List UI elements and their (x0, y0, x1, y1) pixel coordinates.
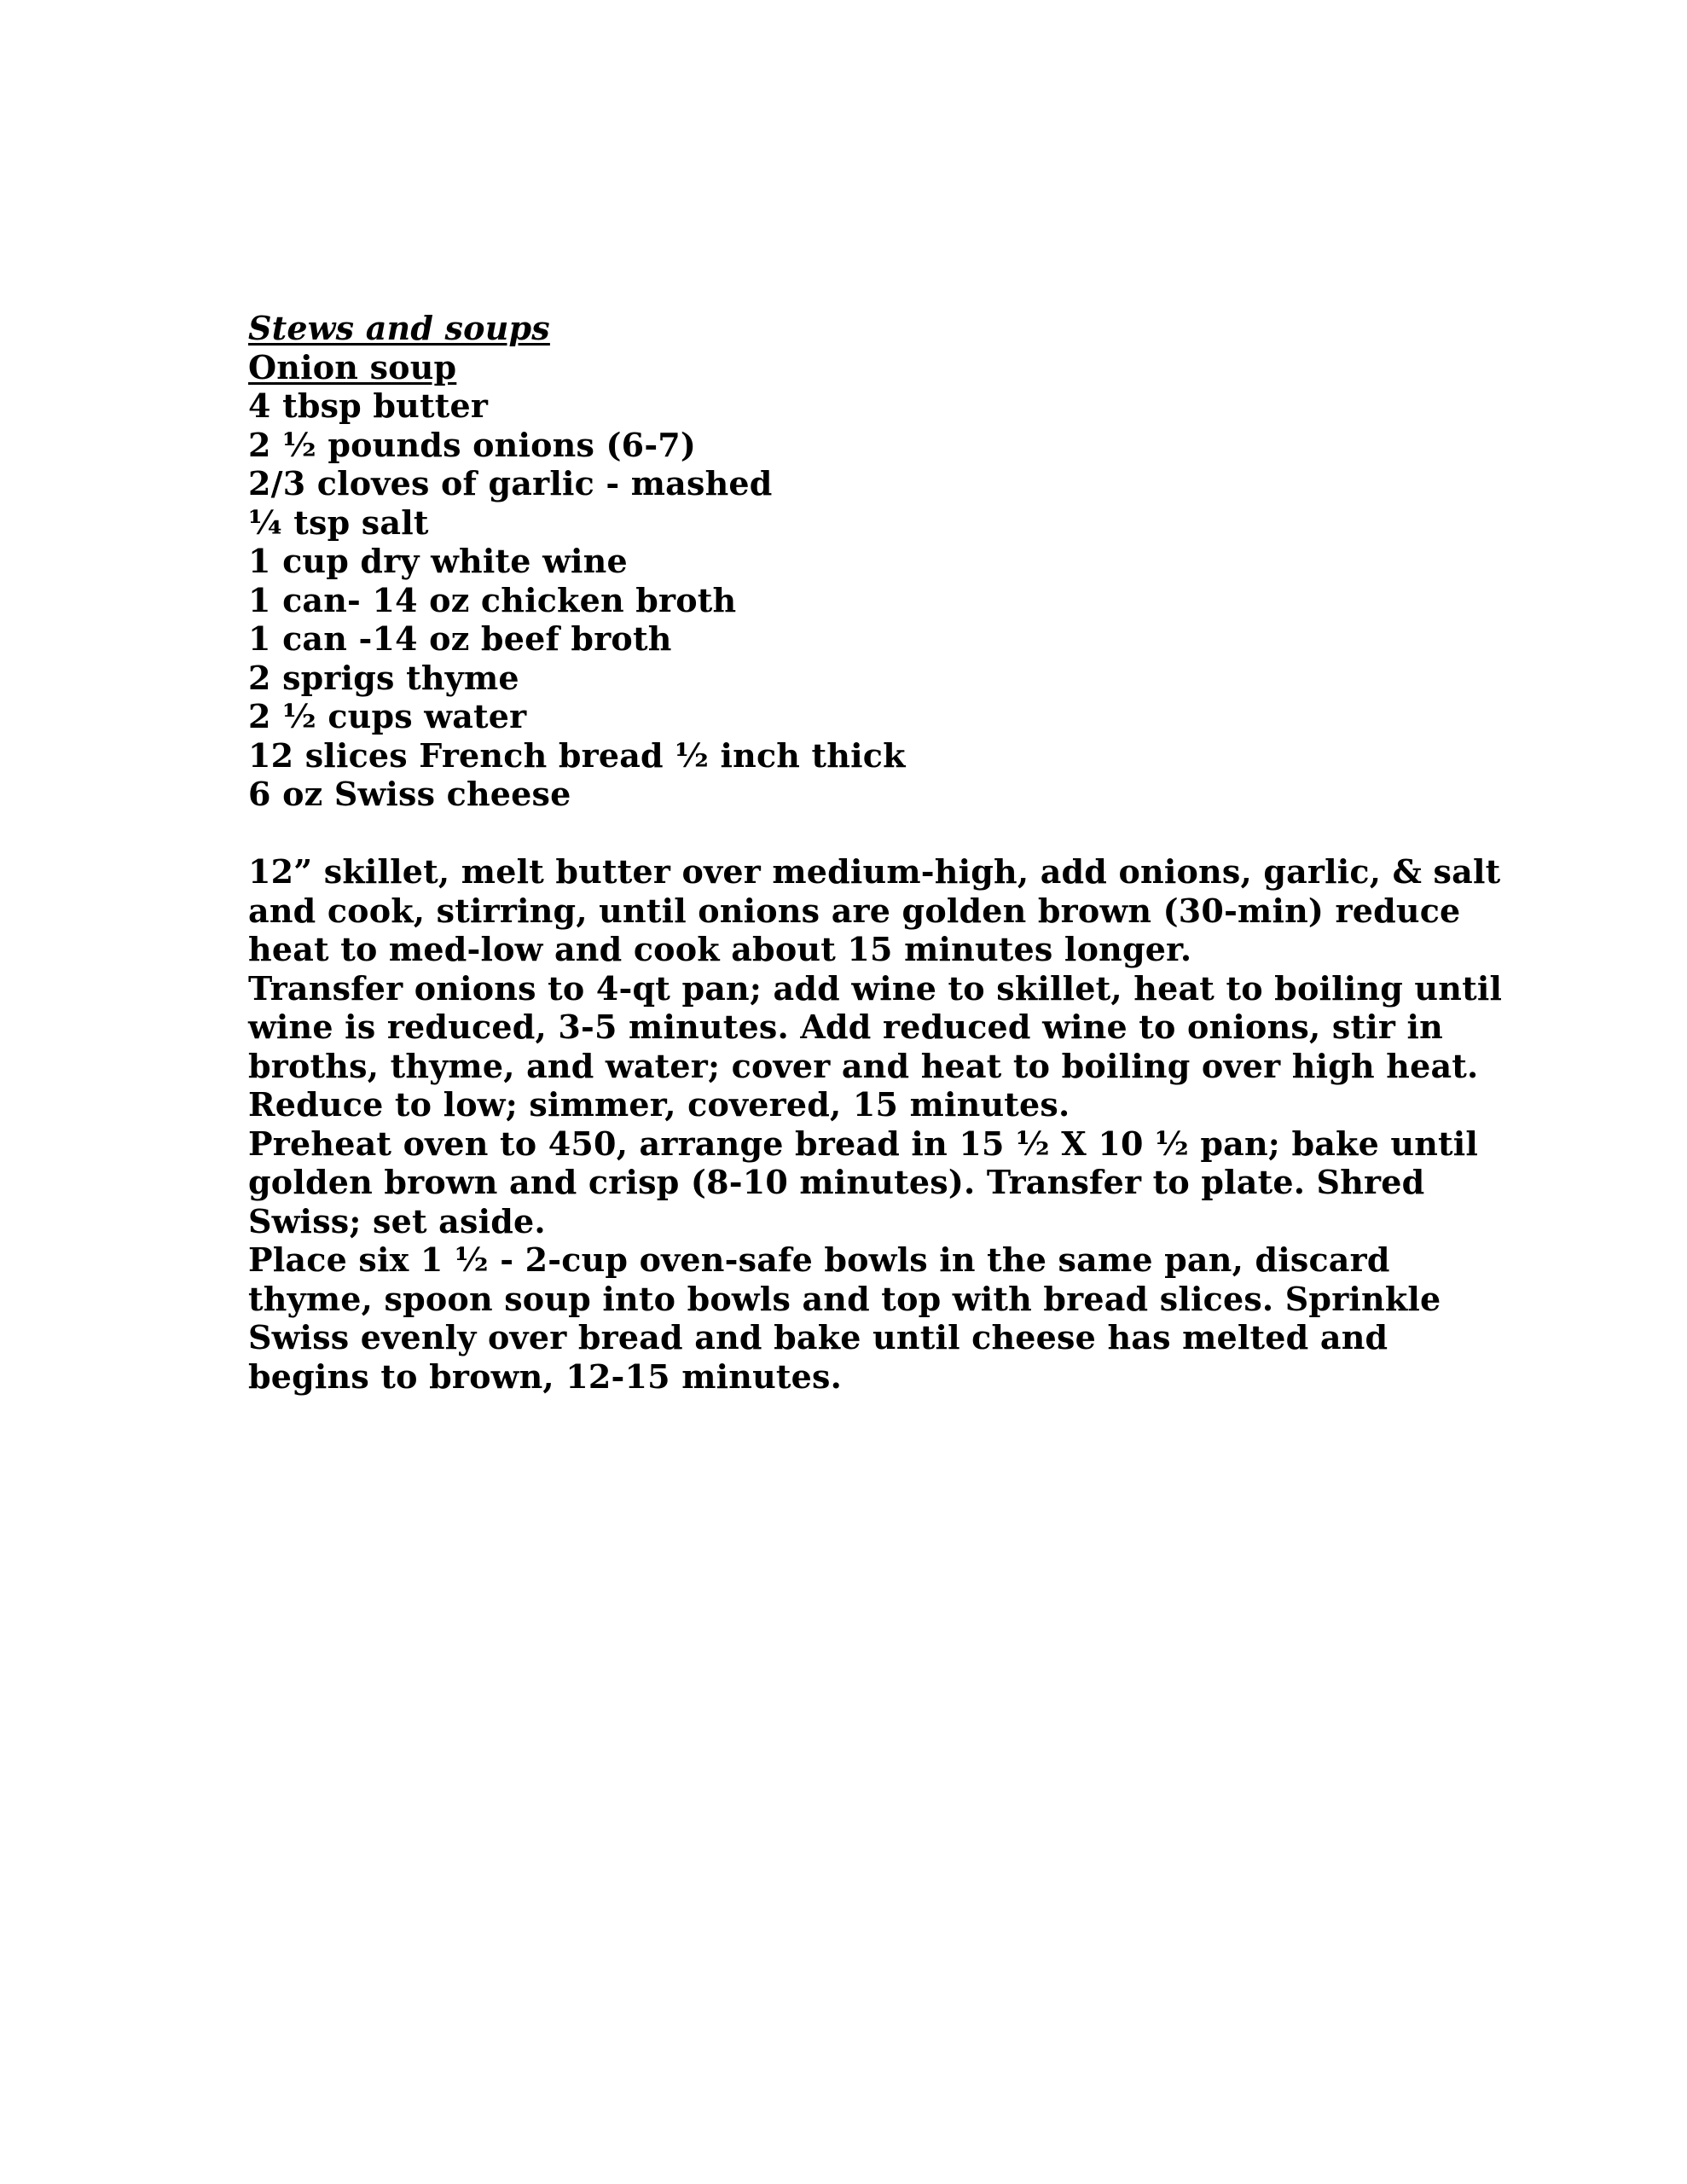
instruction-line: Swiss; set aside. (248, 1201, 546, 1240)
instructions (248, 852, 1503, 1396)
ingredient-line: 4 tbsp butter (248, 386, 489, 425)
instruction-line: Preheat oven to 450, arrange bread in 15 ½ X 10 ½ pan; bake until (248, 1124, 1479, 1163)
ingredient-line: 6 oz Swiss cheese (248, 775, 571, 813)
recipe-content (248, 309, 1503, 1396)
ingredient-line: 12 slices French bread ½ inch thick (248, 735, 906, 775)
ingredient-line: 2/3 cloves of garlic - mashed (248, 464, 773, 502)
instruction-line: Reduce to low; simmer, covered, 15 minutes. (248, 1085, 1070, 1124)
instruction-line: 12” skillet, melt butter over medium-high, add onions, garlic, & salt (248, 852, 1501, 891)
instruction-line: Swiss evenly over bread and bake until cheese has melted and (248, 1318, 1388, 1356)
instruction-line: Transfer onions to 4-qt pan; add wine to skillet, heat to boiling until (248, 968, 1503, 1008)
instruction-line: broths, thyme, and water; cover and heat to boiling over high heat. (248, 1046, 1479, 1085)
ingredient-line: 1 cup dry white wine (248, 542, 628, 580)
instruction-line: begins to brown, 12-15 minutes. (248, 1356, 843, 1396)
instruction-line: golden brown and crisp (8-10 minutes). Transfer to plate. Shred (248, 1163, 1425, 1201)
ingredient-line: 2 ½ pounds onions (6-7) (248, 425, 697, 464)
recipe-title: Onion soup (248, 347, 457, 386)
paragraph-gap (248, 814, 1493, 853)
instruction-line: wine is reduced, 3-5 minutes. Add reduced wine to onions, stir in (248, 1008, 1443, 1046)
ingredient-line: 2 sprigs thyme (248, 658, 519, 697)
ingredient-line: ¼ tsp salt (248, 502, 429, 542)
ingredient-line: 1 can -14 oz beef broth (248, 619, 672, 658)
ingredient-line: 2 ½ cups water (248, 697, 527, 735)
instruction-line: and cook, stirring, until onions are golden brown (30-min) reduce (248, 891, 1461, 930)
section-title: Stews and soups (248, 309, 550, 347)
ingredient-line: 1 can- 14 oz chicken broth (248, 580, 737, 619)
instruction-line: heat to med-low and cook about 15 minutes longer. (248, 930, 1192, 968)
instruction-line: thyme, spoon soup into bowls and top with bread slices. Sprinkle (248, 1279, 1441, 1318)
instruction-line: Place six 1 ½ - 2-cup oven-safe bowls in the same pan, discard (248, 1240, 1390, 1279)
ingredient-list (248, 386, 1493, 814)
